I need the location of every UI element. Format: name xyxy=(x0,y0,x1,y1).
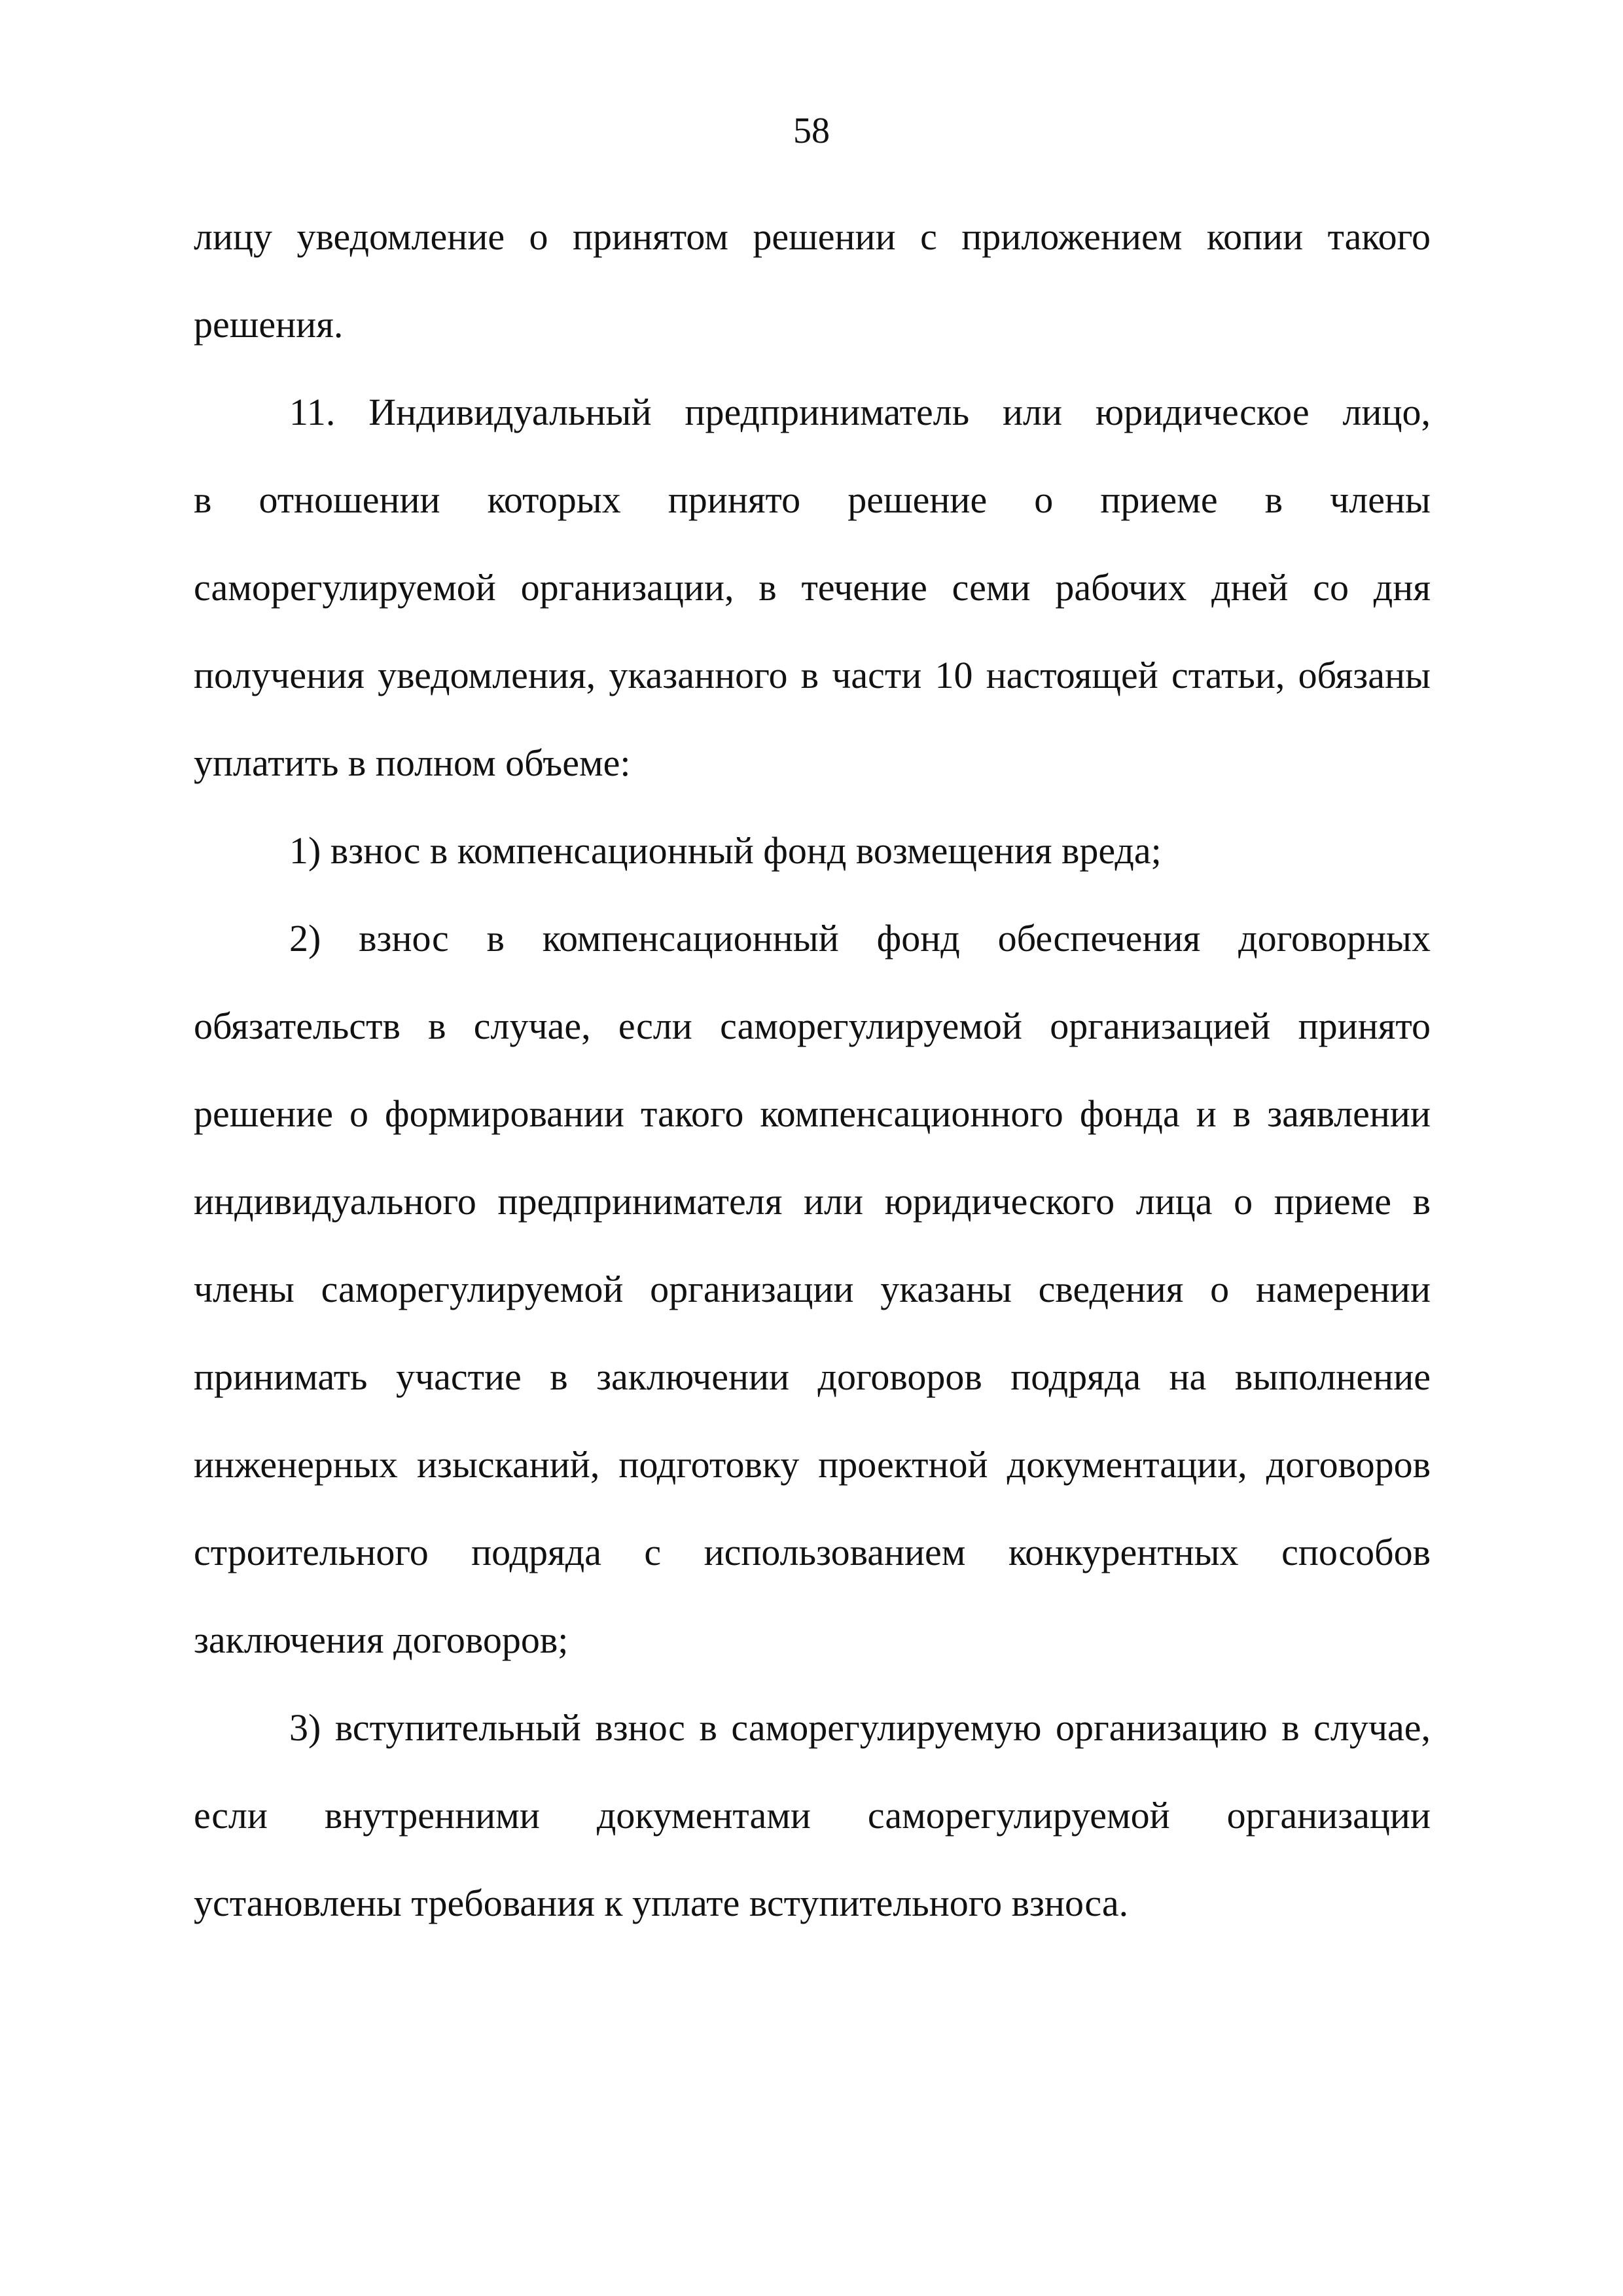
text-line: лицу уведомление о принятом решении с приложением копии такого xyxy=(194,215,1431,258)
document-body xyxy=(194,193,1431,1947)
list-item-line: 2) взнос в компенсационный фонд обеспечения договорных xyxy=(289,917,1431,960)
text-line: решение о формировании такого компенсационного фонда и в заявлении xyxy=(194,1092,1431,1135)
text-line: принимать участие в заключении договоров подряда на выполнение xyxy=(194,1355,1431,1398)
text-line: строительного подряда с использованием конкурентных способов xyxy=(194,1531,1431,1573)
text-line: если внутренними документами саморегулируемой организации xyxy=(194,1794,1431,1837)
text-line: установлены требования к уплате вступительного взноса. xyxy=(194,1882,1129,1924)
text-line: уплатить в полном объеме: xyxy=(194,742,631,784)
page-number: 58 xyxy=(793,111,830,151)
text-line: решения. xyxy=(194,303,344,346)
text-line: индивидуального предпринимателя или юридического лица о приеме в xyxy=(194,1180,1431,1223)
text-line: члены саморегулируемой организации указаны сведения о намерении xyxy=(194,1268,1431,1310)
text-line: заключения договоров; xyxy=(194,1619,569,1661)
text-line: 11. Индивидуальный предприниматель или юридическое лицо, xyxy=(289,391,1431,433)
text-line: саморегулируемой организации, в течение семи рабочих дней со дня xyxy=(194,566,1431,609)
text-line: обязательств в случае, если саморегулируемой организацией принято xyxy=(194,1005,1431,1047)
list-item-line: 3) вступительный взнос в саморегулируемую организацию в случае, xyxy=(289,1706,1431,1749)
list-item-line: 1) взнос в компенсационный фонд возмещения вреда; xyxy=(289,829,1162,872)
text-line: в отношении которых принято решение о приеме в члены xyxy=(194,478,1431,521)
text-line: получения уведомления, указанного в части 10 настоящей статьи, обязаны xyxy=(194,654,1431,696)
text-line: инженерных изысканий, подготовку проектной документации, договоров xyxy=(194,1443,1431,1486)
